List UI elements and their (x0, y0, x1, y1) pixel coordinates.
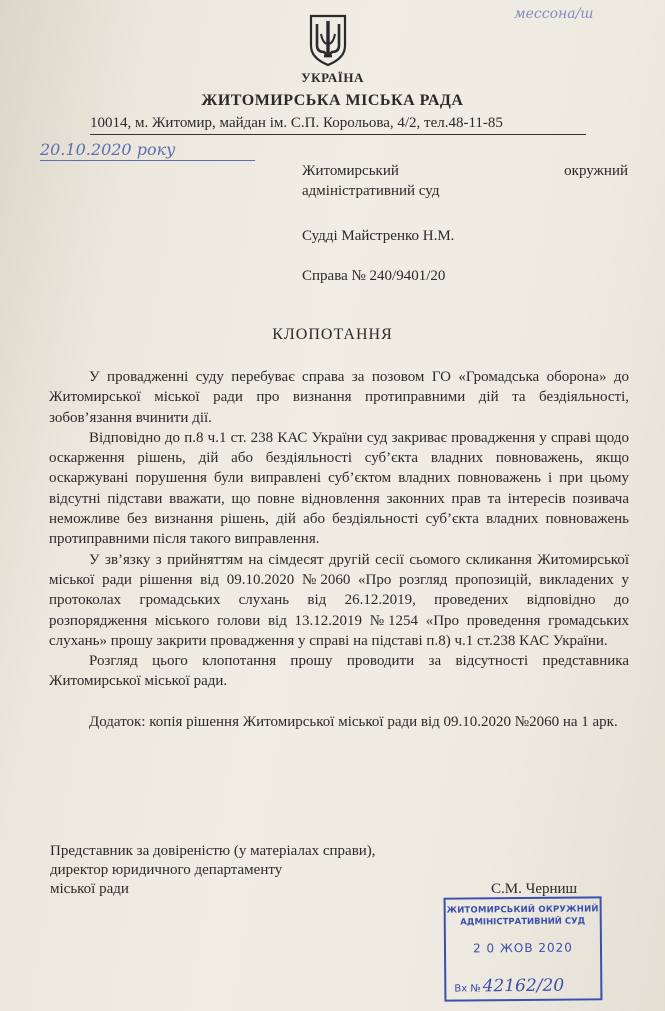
court-word-2: окружний (564, 163, 628, 179)
body-paragraph: Розгляд цього клопотання прошу проводити за відсутності представника Житомирської міської ради. (49, 653, 629, 690)
recipient-court-line2: адміністративний суд (302, 183, 440, 199)
body-paragraph: Відповідно до п.8 ч.1 ст. 238 КАС України суд закриває провадження у справі щодо оскарження рішень, дій або бездіяльності суб’єкта владних повноважень, якщо оскаржувані порушення були виправлені суб’єктом владних повноважень і при цьому відсутні підстави вважати, що повне відновлення законних прав та інтересів позивача неможливе без визнання рішень, дій або бездіяльності суб’єкта владних повноважень протиправними після такого виправлення. (49, 429, 629, 548)
body-paragraph: У зв’язку з прийняттям на сімдесят другій сесії сьомого скликання Житомирської міської ради рішення від 09.10.2020 №2060 «Про розгляд пропозицій, викладених у протоколах громадських слухань від 26.12.2019, проведених відповідно до розпорядження міського голови від 13.12.2019 №1254 «Про проведення громадських слухань» прошу закрити провадження у справі на підставі п.8) ч.1 ст.238 КАС України. (49, 551, 629, 649)
handwritten-date: 20.10.2020 року (40, 140, 176, 159)
addendum-paragraph: Додаток: копія рішення Житомирської міської ради від 09.10.2020 №2060 на 1 арк. (89, 713, 618, 730)
recipient-court-line1 (302, 163, 628, 180)
country-title: УКРАЇНА (301, 70, 364, 85)
signer-name: С.М. Черниш (491, 881, 578, 897)
corner-handwritten-note: мессона/ш (514, 6, 594, 22)
signer-line-2: директор юридичного департаменту (50, 862, 283, 878)
date-underline (40, 160, 255, 161)
stamp-court-line2: АДМІНІСТРАТИВНИЙ СУД (460, 916, 586, 928)
stamp-court-line1: ЖИТОМИРСЬКИЙ ОКРУЖНИЙ (446, 904, 599, 916)
trident-emblem-icon (305, 12, 351, 68)
recipient-judge: Судді Майстренко Н.М. (302, 228, 455, 244)
case-number: Справа № 240/9401/20 (302, 268, 446, 284)
stamp-incoming (454, 976, 564, 997)
council-title: ЖИТОМИРСЬКА МІСЬКА РАДА (201, 92, 464, 109)
signer-block (50, 842, 376, 899)
signer-line-1: Представник за довіреністю (у матеріалах справи), (50, 843, 376, 859)
body-paragraph: У провадженні суду перебуває справа за позовом ГО «Громадська оборона» до Житомирської міської ради про визнання протиправними дій та бездіяльності, зобов’язання вчинити дії. (49, 369, 629, 426)
signer-line-3: міської ради (50, 881, 129, 897)
document-title: КЛОПОТАННЯ (272, 326, 393, 343)
stamp-incoming-label: Вх № (454, 983, 481, 995)
court-received-stamp (444, 896, 603, 1001)
council-address: 10014, м. Житомир, майдан ім. С.П. Корольова, 4/2, тел.48-11-85 (90, 115, 503, 131)
stamp-incoming-number: 42162/20 (482, 975, 565, 997)
header-divider (90, 134, 586, 135)
document-body (49, 367, 629, 732)
stamp-date: 2 0 ЖОВ 2020 (472, 940, 573, 956)
court-word-1: Житомирський (302, 163, 399, 179)
